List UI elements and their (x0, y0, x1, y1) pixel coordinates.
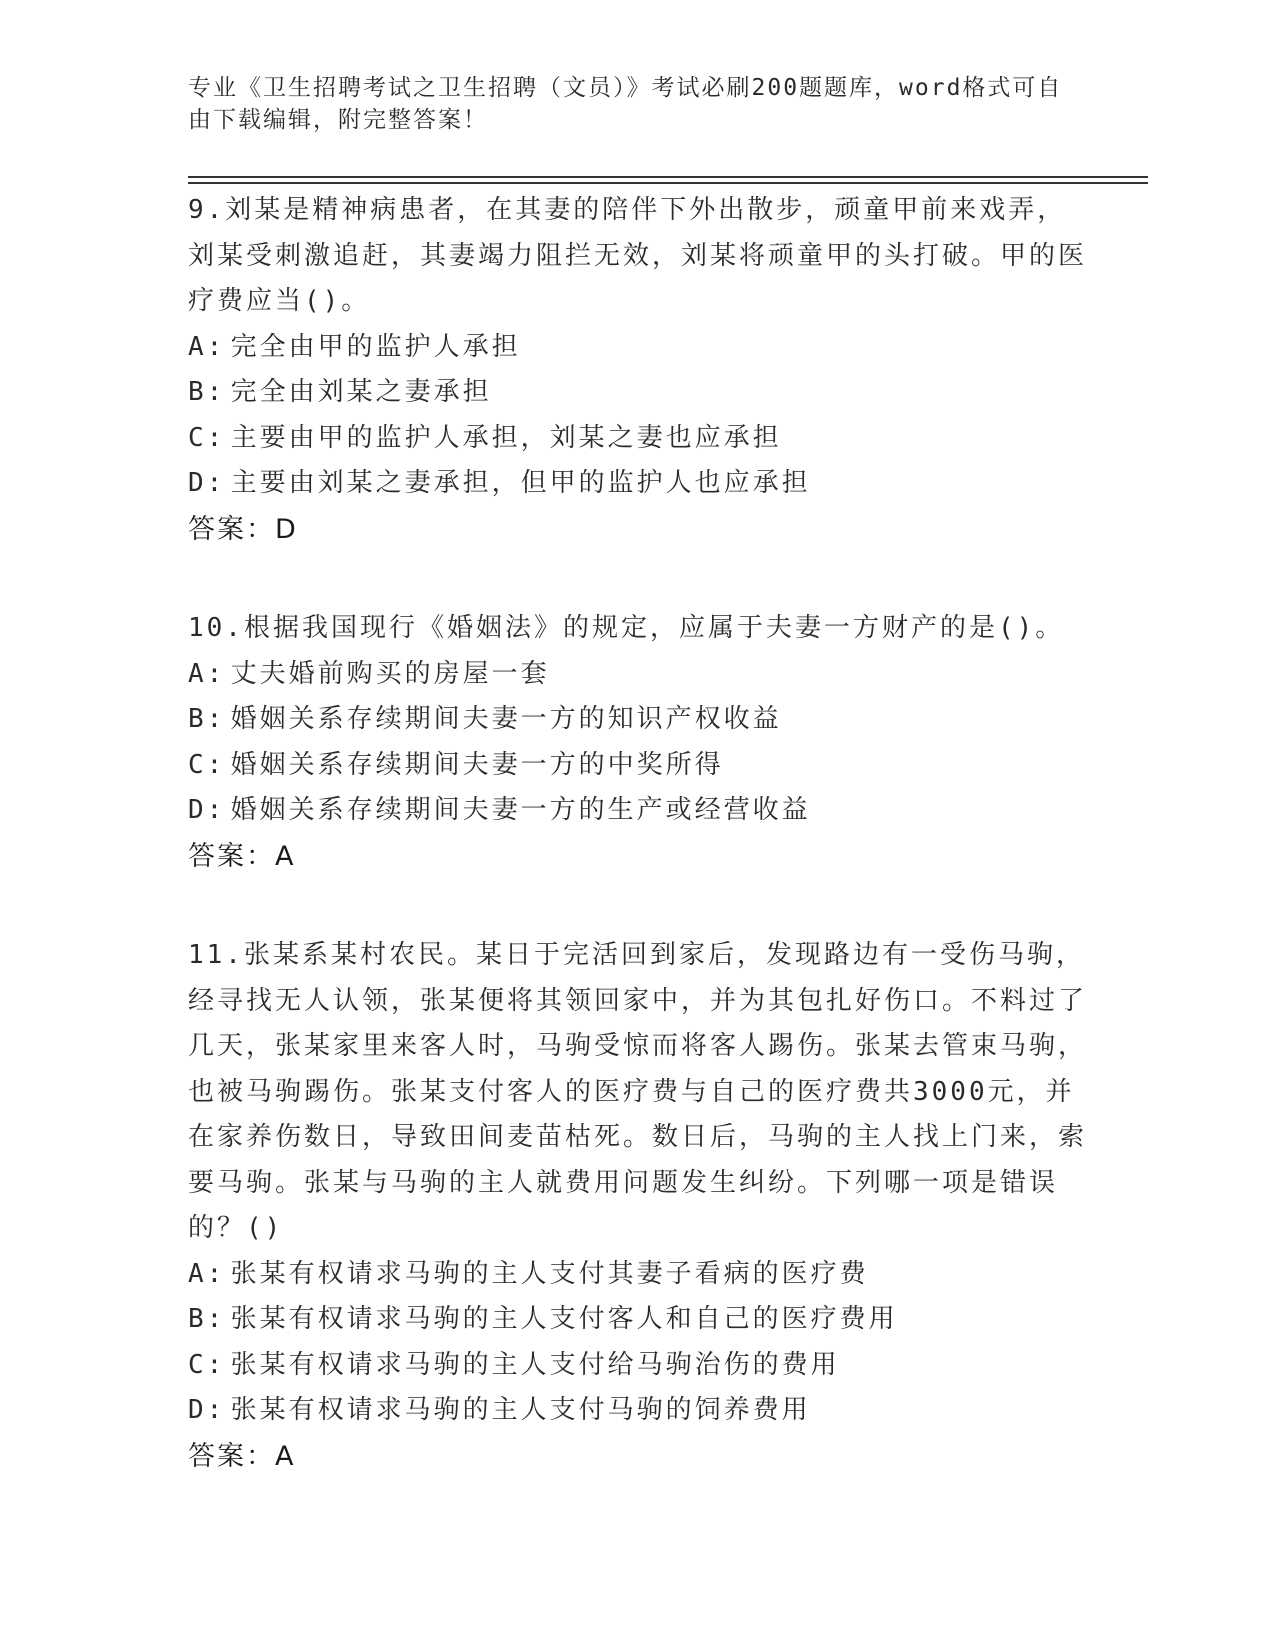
option-letter: C: (188, 749, 226, 780)
option-text: 主要由刘某之妻承担，但甲的监护人也应承担 (230, 468, 811, 498)
question-10 (188, 606, 1088, 879)
answer-line: 答案：A (188, 1440, 296, 1472)
option-d (188, 461, 1088, 507)
header-divider-bottom (188, 182, 1148, 184)
option-letter: D: (188, 468, 226, 498)
option-d (188, 788, 1088, 834)
option-text: 完全由甲的监护人承担 (230, 331, 521, 362)
option-a (188, 1252, 1088, 1298)
option-letter: D: (188, 1395, 226, 1425)
option-letter: A: (188, 331, 226, 362)
option-c (188, 1343, 1088, 1389)
document-intro: 专业《卫生招聘考试之卫生招聘（文员）》考试必刷200题题库，word格式可自由下载编辑，附完整答案！ (188, 75, 1063, 133)
option-letter: B: (188, 377, 226, 407)
option-text: 完全由刘某之妻承担 (230, 377, 492, 407)
option-letter: D: (188, 795, 226, 825)
option-b (188, 1297, 1088, 1343)
option-text: 丈夫婚前购买的房屋一套 (230, 658, 550, 689)
header-divider-top (188, 176, 1148, 178)
option-letter: A: (188, 658, 226, 689)
question-stem: 9.刘某是精神病患者，在其妻的陪伴下外出散步，顽童甲前来戏弄，刘某受刺激追赶，其妻竭力阻拦无效，刘某将顽童甲的头打破。甲的医疗费应当()。 (188, 195, 1088, 316)
question-11 (188, 933, 1088, 1479)
option-b (188, 697, 1088, 743)
option-text: 张某有权请求马驹的主人支付给马驹治伤的费用 (230, 1349, 840, 1380)
option-letter: C: (188, 422, 226, 453)
option-d (188, 1388, 1088, 1434)
question-stem: 11.张某系某村农民。某日于完活回到家后，发现路边有一受伤马驹，经寻找无人认领，张某便将其领回家中，并为其包扎好伤口。不料过了几天，张某家里来客人时，马驹受惊而将客人踢伤。张某去管束马驹，也被马驹踢伤。张某支付客人的医疗费与自己的医疗费共3000元，并在家养伤数日，导致田间麦苗枯死。数日后，马驹的主人找上门来，索要马驹。张某与马驹的主人就费用问题发生纠纷。下列哪一项是错误的？() (188, 940, 1088, 1243)
option-text: 主要由甲的监护人承担，刘某之妻也应承担 (230, 422, 782, 453)
option-a (188, 652, 1088, 698)
option-b (188, 370, 1088, 416)
option-text: 张某有权请求马驹的主人支付其妻子看病的医疗费 (230, 1258, 869, 1289)
answer-line: 答案：D (188, 513, 298, 545)
option-c (188, 743, 1088, 789)
answer-line: 答案：A (188, 840, 296, 872)
option-letter: A: (188, 1258, 226, 1289)
question-stem: 10.根据我国现行《婚姻法》的规定，应属于夫妻一方财产的是()。 (188, 613, 1065, 643)
option-text: 婚姻关系存续期间夫妻一方的生产或经营收益 (230, 795, 811, 825)
question-list (188, 188, 1088, 1533)
option-c (188, 416, 1088, 462)
question-9 (188, 188, 1088, 552)
option-text: 张某有权请求马驹的主人支付客人和自己的医疗费用 (230, 1304, 898, 1334)
option-text: 婚姻关系存续期间夫妻一方的知识产权收益 (230, 704, 782, 734)
option-letter: B: (188, 1304, 226, 1334)
option-letter: B: (188, 704, 226, 734)
option-text: 张某有权请求马驹的主人支付马驹的饲养费用 (230, 1395, 811, 1425)
option-letter: C: (188, 1349, 226, 1380)
option-a (188, 325, 1088, 371)
option-text: 婚姻关系存续期间夫妻一方的中奖所得 (230, 749, 724, 780)
